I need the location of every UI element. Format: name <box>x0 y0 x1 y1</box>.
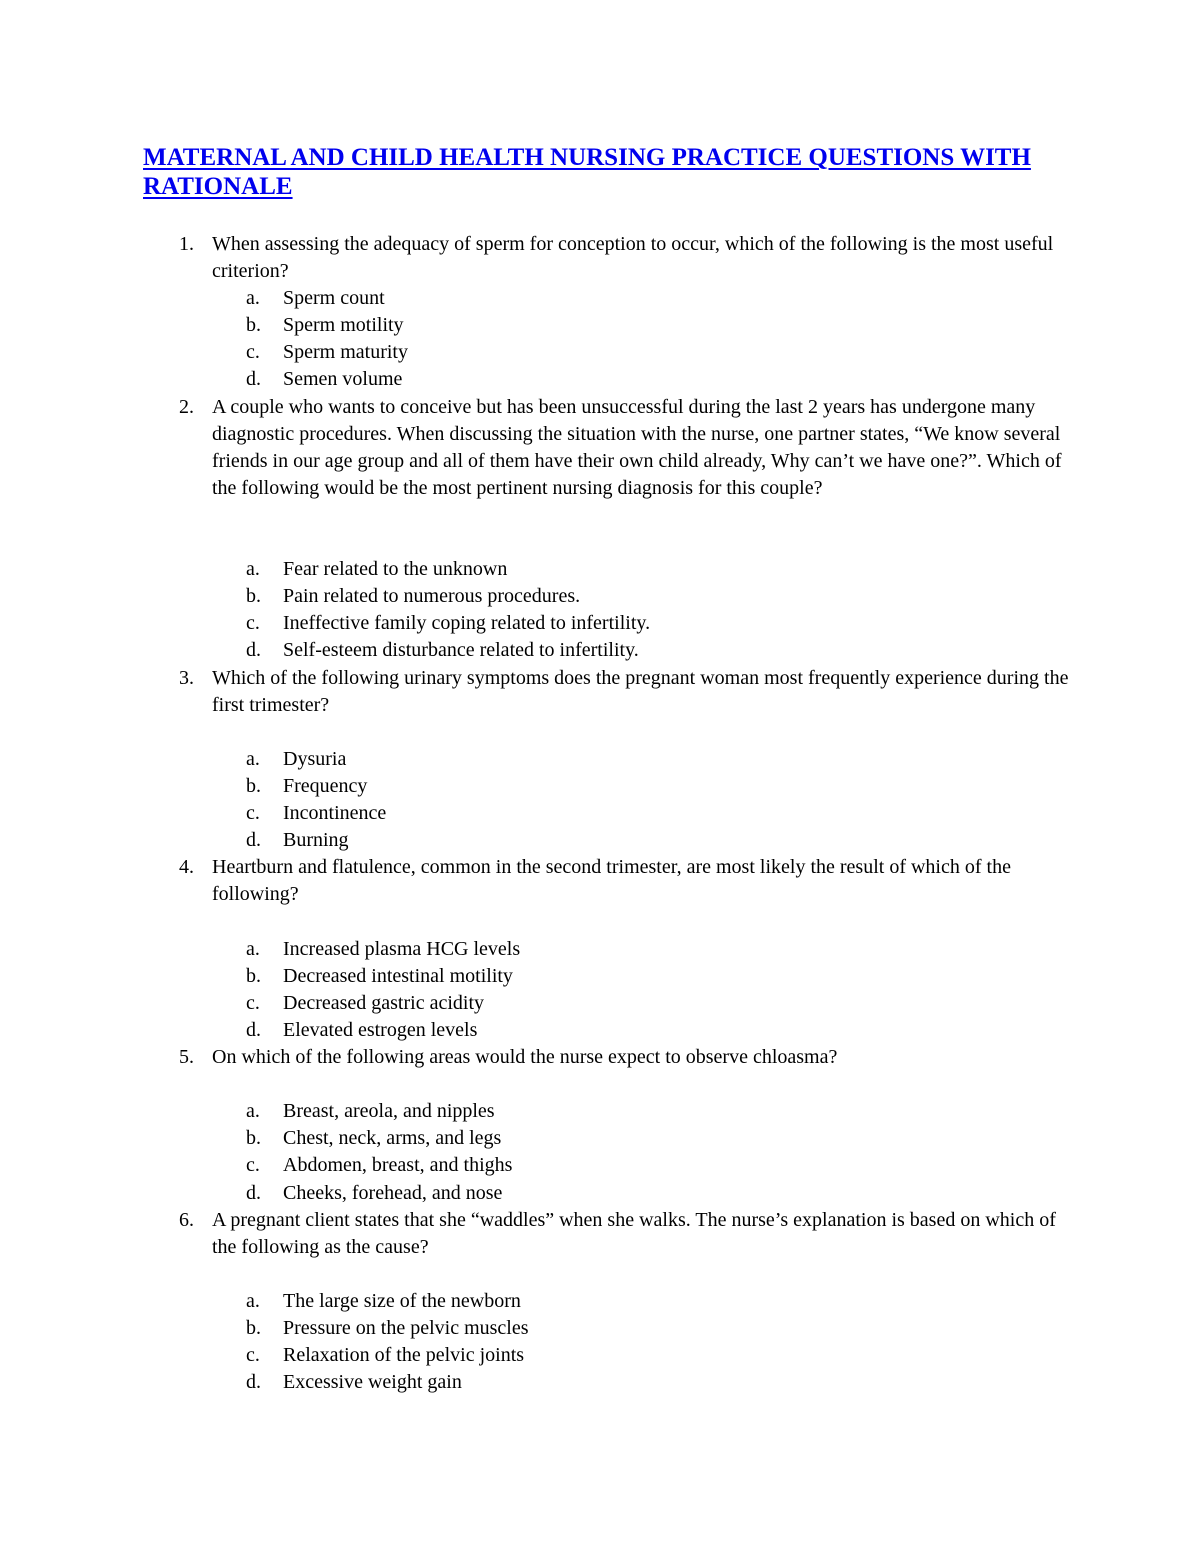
option-text: Relaxation of the pelvic joints <box>283 1344 525 1366</box>
option-text: Abdomen, breast, and thighs <box>283 1154 513 1176</box>
option-6b <box>0 1315 1200 1342</box>
option-6c <box>0 1342 1200 1369</box>
question-text: Which of the following urinary symptoms does the pregnant woman most frequently experience during the first trimester? <box>212 667 1069 716</box>
option-letter: a. <box>246 1100 260 1122</box>
option-2b <box>0 583 1200 610</box>
option-text: Self-esteem disturbance related to infertility. <box>283 639 639 661</box>
option-text: Semen volume <box>283 368 403 390</box>
option-6d <box>0 1369 1200 1396</box>
option-text: Decreased gastric acidity <box>283 992 485 1014</box>
option-3b <box>0 773 1200 800</box>
option-letter: d. <box>246 368 261 390</box>
option-letter: b. <box>246 775 261 797</box>
option-3c <box>0 800 1200 827</box>
question-text: Heartburn and flatulence, common in the second trimester, are most likely the result of which of the following? <box>212 856 1011 905</box>
option-4b <box>0 963 1200 990</box>
option-text: Chest, neck, arms, and legs <box>283 1127 502 1149</box>
option-text: Sperm maturity <box>283 341 408 363</box>
document-title: MATERNAL AND CHILD HEALTH NURSING PRACTICE QUESTIONS WITH RATIONALE <box>143 144 1031 200</box>
question-number: 2. <box>179 396 194 418</box>
question-number: 3. <box>179 667 194 689</box>
option-5b <box>0 1125 1200 1152</box>
question-number: 5. <box>179 1046 194 1068</box>
option-letter: c. <box>246 1154 260 1176</box>
option-text: Incontinence <box>283 802 387 824</box>
option-letter: b. <box>246 314 261 336</box>
option-text: Pressure on the pelvic muscles <box>283 1317 529 1339</box>
question-text: A couple who wants to conceive but has been unsuccessful during the last 2 years has undergone many diagnostic procedures. When discussing the situation with the nurse, one partner states, “We know several friends in our age group and all of them have their own child already, Why can’t we have one?”. Which of the following would be the most pertinent nursing diagnosis for this couple? <box>212 396 1062 499</box>
option-text: Ineffective family coping related to infertility. <box>283 612 651 634</box>
question-text: On which of the following areas would the nurse expect to observe chloasma? <box>212 1046 838 1068</box>
option-5c <box>0 1152 1200 1179</box>
option-letter: a. <box>246 748 260 770</box>
option-letter: a. <box>246 287 260 309</box>
option-letter: b. <box>246 585 261 607</box>
option-2d <box>0 637 1200 664</box>
option-letter: c. <box>246 802 260 824</box>
option-text: Cheeks, forehead, and nose <box>283 1182 503 1204</box>
option-4d <box>0 1017 1200 1044</box>
option-3d <box>0 827 1200 854</box>
option-letter: c. <box>246 992 260 1014</box>
option-text: Burning <box>283 829 349 851</box>
question-number: 4. <box>179 856 194 878</box>
option-text: Elevated estrogen levels <box>283 1019 478 1041</box>
option-3a <box>0 746 1200 773</box>
option-text: Frequency <box>283 775 368 797</box>
question-text: A pregnant client states that she “waddles” when she walks. The nurse’s explanation is based on which of the following as the cause? <box>212 1209 1056 1258</box>
option-letter: b. <box>246 1317 261 1339</box>
option-2c <box>0 610 1200 637</box>
option-text: Sperm count <box>283 287 385 309</box>
option-letter: c. <box>246 612 260 634</box>
option-4c <box>0 990 1200 1017</box>
option-5a <box>0 1098 1200 1125</box>
question-number: 6. <box>179 1209 194 1231</box>
option-text: Fear related to the unknown <box>283 558 508 580</box>
question-text: When assessing the adequacy of sperm for conception to occur, which of the following is the most useful criterion? <box>212 233 1054 282</box>
option-text: Sperm motility <box>283 314 404 336</box>
option-letter: a. <box>246 1290 260 1312</box>
option-1a <box>0 285 1200 312</box>
option-letter: d. <box>246 639 261 661</box>
question-number: 1. <box>179 233 194 255</box>
option-6a <box>0 1288 1200 1315</box>
option-2a <box>0 556 1200 583</box>
option-text: Excessive weight gain <box>283 1371 462 1393</box>
option-letter: d. <box>246 1019 261 1041</box>
option-text: Pain related to numerous procedures. <box>283 585 581 607</box>
option-text: Decreased intestinal motility <box>283 965 513 987</box>
option-1b <box>0 312 1200 339</box>
option-letter: c. <box>246 1344 260 1366</box>
option-1c <box>0 339 1200 366</box>
option-letter: c. <box>246 341 260 363</box>
option-text: The large size of the newborn <box>283 1290 521 1312</box>
option-text: Breast, areola, and nipples <box>283 1100 495 1122</box>
option-letter: a. <box>246 938 260 960</box>
option-letter: b. <box>246 1127 261 1149</box>
option-4a <box>0 936 1200 963</box>
option-letter: d. <box>246 1182 261 1204</box>
option-text: Dysuria <box>283 748 347 770</box>
option-letter: d. <box>246 1371 261 1393</box>
option-text: Increased plasma HCG levels <box>283 938 521 960</box>
option-letter: d. <box>246 829 261 851</box>
option-1d <box>0 366 1200 393</box>
option-letter: a. <box>246 558 260 580</box>
option-letter: b. <box>246 965 261 987</box>
option-5d <box>0 1180 1200 1207</box>
